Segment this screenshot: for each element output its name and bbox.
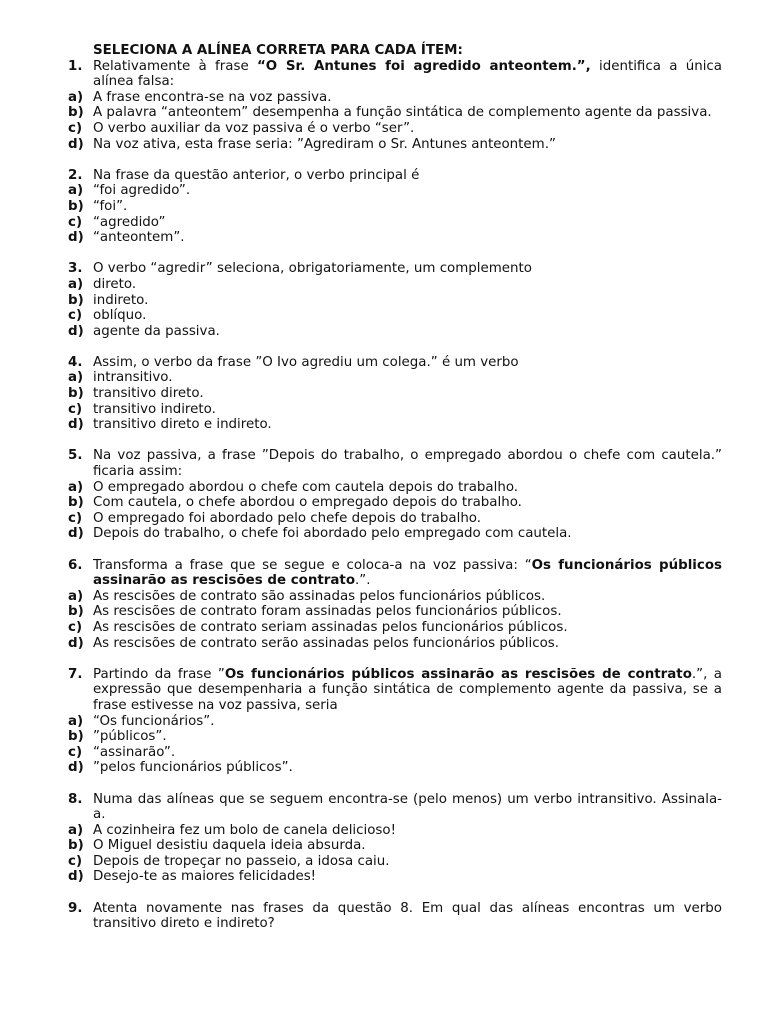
quoted-sentence: “O Sr. Antunes foi agredido anteontem.”,	[257, 58, 591, 74]
answer-option[interactable]	[68, 324, 722, 340]
question-text	[93, 448, 722, 479]
option-text: Com cautela, o chefe abordou o empregado depois do trabalho.	[93, 495, 522, 511]
option-text: As rescisões de contrato foram assinadas pelos funcionários públicos.	[93, 604, 562, 620]
question-number: 5.	[68, 448, 83, 464]
answer-option[interactable]	[68, 277, 722, 293]
question-2	[68, 168, 722, 246]
option-text: As rescisões de contrato serão assinadas pelos funcionários públicos.	[93, 635, 560, 651]
option-letter: b)	[68, 838, 84, 854]
option-letter: d)	[68, 869, 84, 885]
option-text: A palavra “anteontem” desempenha a função sintática de complemento agente da passiva.	[93, 105, 712, 121]
question-number: 9.	[68, 900, 83, 916]
question-stem	[68, 667, 722, 714]
answer-option[interactable]	[68, 511, 722, 527]
question-number: 7.	[68, 666, 83, 682]
option-letter: a)	[68, 183, 84, 199]
option-letter: a)	[68, 479, 84, 495]
option-letter: c)	[68, 214, 83, 230]
question-text-segment: .”, a expressão que desempenharia a função sintática de complemento agente da passiva, se a frase estivesse na voz passiva, seria	[93, 666, 722, 713]
option-letter: a)	[68, 713, 84, 729]
option-text: Depois do trabalho, o chefe foi abordado pelo empregado com cautela.	[93, 526, 572, 542]
question-text-segment: Partindo da frase ”	[93, 666, 225, 682]
answer-option[interactable]	[68, 480, 722, 496]
question-text-segment: Numa das alíneas que se seguem encontra-se (pelo menos) um verbo intransitivo. Assinala-a.	[93, 791, 722, 823]
option-letter: b)	[68, 495, 84, 511]
answer-option[interactable]	[68, 869, 722, 885]
option-text: agente da passiva.	[93, 323, 220, 339]
answer-option[interactable]	[68, 838, 722, 854]
question-text	[93, 667, 722, 714]
option-text: “agredido”	[93, 214, 166, 230]
question-number: 1.	[68, 58, 83, 74]
option-letter: c)	[68, 744, 83, 760]
answer-option[interactable]	[68, 604, 722, 620]
option-text: indireto.	[93, 292, 149, 308]
option-letter: b)	[68, 729, 84, 745]
question-text-segment: Transforma a frase que se segue e coloca-a na voz passiva: “	[93, 557, 532, 573]
option-text: intransitivo.	[93, 370, 173, 386]
question-text	[93, 901, 722, 932]
question-text-segment: O verbo “agredir” seleciona, obrigatoriamente, um complemento	[93, 261, 532, 277]
answer-option[interactable]	[68, 760, 722, 776]
option-letter: c)	[68, 120, 83, 136]
answer-option[interactable]	[68, 370, 722, 386]
question-stem	[68, 168, 722, 184]
question-number: 2.	[68, 167, 83, 183]
answer-option[interactable]	[68, 636, 722, 652]
option-letter: a)	[68, 276, 84, 292]
answer-option[interactable]	[68, 308, 722, 324]
option-text: As rescisões de contrato seriam assinadas pelos funcionários públicos.	[93, 619, 568, 635]
option-letter: c)	[68, 510, 83, 526]
option-letter: c)	[68, 853, 83, 869]
question-text-segment: identifica a única alínea falsa:	[93, 58, 723, 90]
question-text-segment: Na frase da questão anterior, o verbo principal é	[93, 167, 420, 183]
option-letter: d)	[68, 635, 84, 651]
question-3	[68, 261, 722, 339]
question-text-segment: .”.	[355, 573, 371, 589]
option-letter: a)	[68, 370, 84, 386]
option-text: “assinarão”.	[93, 744, 176, 760]
option-letter: c)	[68, 401, 83, 417]
answer-option[interactable]	[68, 230, 722, 246]
question-text-segment: Na voz passiva, a frase ”Depois do trabalho, o empregado abordou o chefe com cautela.” ficaria assim:	[93, 448, 722, 480]
answer-option[interactable]	[68, 854, 722, 870]
question-text	[93, 261, 722, 277]
answer-option[interactable]	[68, 589, 722, 605]
question-text	[93, 168, 722, 184]
question-number: 8.	[68, 791, 83, 807]
answer-option[interactable]	[68, 745, 722, 761]
worksheet-heading: SELECIONA A ALÍNEA CORRETA PARA CADA ÍTEM:	[93, 43, 463, 58]
question-text	[93, 59, 722, 90]
answer-option[interactable]	[68, 137, 722, 153]
option-text: “foi agredido”.	[93, 183, 191, 199]
option-letter: d)	[68, 230, 84, 246]
option-letter: b)	[68, 386, 84, 402]
question-stem	[68, 59, 722, 90]
option-letter: d)	[68, 417, 84, 433]
answer-option[interactable]	[68, 90, 722, 106]
question-text	[93, 792, 722, 823]
answer-option[interactable]	[68, 729, 722, 745]
answer-option[interactable]	[68, 386, 722, 402]
question-text-segment: Assim, o verbo da frase ”O Ivo agrediu um colega.” é um verbo	[93, 354, 519, 370]
option-letter: a)	[68, 588, 84, 604]
answer-option[interactable]	[68, 620, 722, 636]
option-letter: b)	[68, 604, 84, 620]
answer-option[interactable]	[68, 714, 722, 730]
question-text-segment: Relativamente à frase	[93, 58, 257, 74]
option-text: O empregado abordou o chefe com cautela depois do trabalho.	[93, 479, 519, 495]
answer-option[interactable]	[68, 121, 722, 137]
option-letter: c)	[68, 619, 83, 635]
quoted-sentence: Os funcionários públicos assinarão as rescisões de contrato	[224, 666, 692, 682]
answer-option[interactable]	[68, 495, 722, 511]
question-text	[93, 558, 722, 589]
question-5	[68, 448, 722, 542]
answer-option[interactable]	[68, 823, 722, 839]
question-4	[68, 355, 722, 433]
question-number: 4.	[68, 354, 83, 370]
question-stem	[68, 901, 722, 932]
question-list	[68, 59, 722, 932]
question-number: 6.	[68, 557, 83, 573]
answer-option[interactable]	[68, 293, 722, 309]
option-letter: d)	[68, 526, 84, 542]
option-text: O verbo auxiliar da voz passiva é o verbo “ser”.	[93, 120, 415, 136]
option-text: transitivo direto e indireto.	[93, 417, 272, 433]
option-letter: b)	[68, 105, 84, 121]
question-text-segment: Atenta novamente nas frases da questão 8. Em qual das alíneas encontras um verbo transitivo direto e indireto?	[93, 900, 722, 932]
option-letter: d)	[68, 760, 84, 776]
question-number: 3.	[68, 261, 83, 277]
option-text: transitivo indireto.	[93, 401, 216, 417]
option-letter: a)	[68, 822, 84, 838]
answer-option[interactable]	[68, 215, 722, 231]
answer-option[interactable]	[68, 417, 722, 433]
question-1	[68, 59, 722, 153]
option-text: oblíquo.	[93, 308, 147, 324]
question-stem	[68, 261, 722, 277]
question-stem	[68, 792, 722, 823]
option-text: Na voz ativa, esta frase seria: ”Agrediram o Sr. Antunes anteontem.”	[93, 136, 556, 152]
answer-option[interactable]	[68, 199, 722, 215]
option-text: ”pelos funcionários públicos”.	[93, 760, 293, 776]
option-text: direto.	[93, 276, 137, 292]
option-text: “foi”.	[93, 198, 128, 214]
answer-option[interactable]	[68, 526, 722, 542]
option-letter: c)	[68, 308, 83, 324]
option-text: A frase encontra-se na voz passiva.	[93, 89, 332, 105]
question-9	[68, 901, 722, 932]
option-letter: b)	[68, 198, 84, 214]
question-8	[68, 792, 722, 886]
answer-option[interactable]	[68, 105, 722, 121]
option-text: O empregado foi abordado pelo chefe depois do trabalho.	[93, 510, 482, 526]
option-text: A cozinheira fez um bolo de canela delicioso!	[93, 822, 396, 838]
option-text: Depois de tropeçar no passeio, a idosa caiu.	[93, 853, 390, 869]
option-text: Desejo-te as maiores felicidades!	[93, 869, 317, 885]
option-letter: d)	[68, 136, 84, 152]
option-letter: d)	[68, 323, 84, 339]
quoted-sentence: Os funcionários públicos assinarão as rescisões de contrato	[93, 557, 722, 589]
question-text	[93, 355, 722, 371]
option-text: As rescisões de contrato são assinadas pelos funcionários públicos.	[93, 588, 546, 604]
question-7	[68, 667, 722, 776]
option-letter: a)	[68, 89, 84, 105]
option-text: O Miguel desistiu daquela ideia absurda.	[93, 838, 366, 854]
option-letter: b)	[68, 292, 84, 308]
option-text: transitivo direto.	[93, 386, 204, 402]
answer-option[interactable]	[68, 183, 722, 199]
option-text: “Os funcionários”.	[93, 713, 215, 729]
option-text: ”públicos”.	[93, 729, 167, 745]
option-text: “anteontem”.	[93, 230, 185, 246]
question-stem	[68, 558, 722, 589]
question-stem	[68, 355, 722, 371]
question-stem	[68, 448, 722, 479]
question-6	[68, 558, 722, 652]
answer-option[interactable]	[68, 402, 722, 418]
